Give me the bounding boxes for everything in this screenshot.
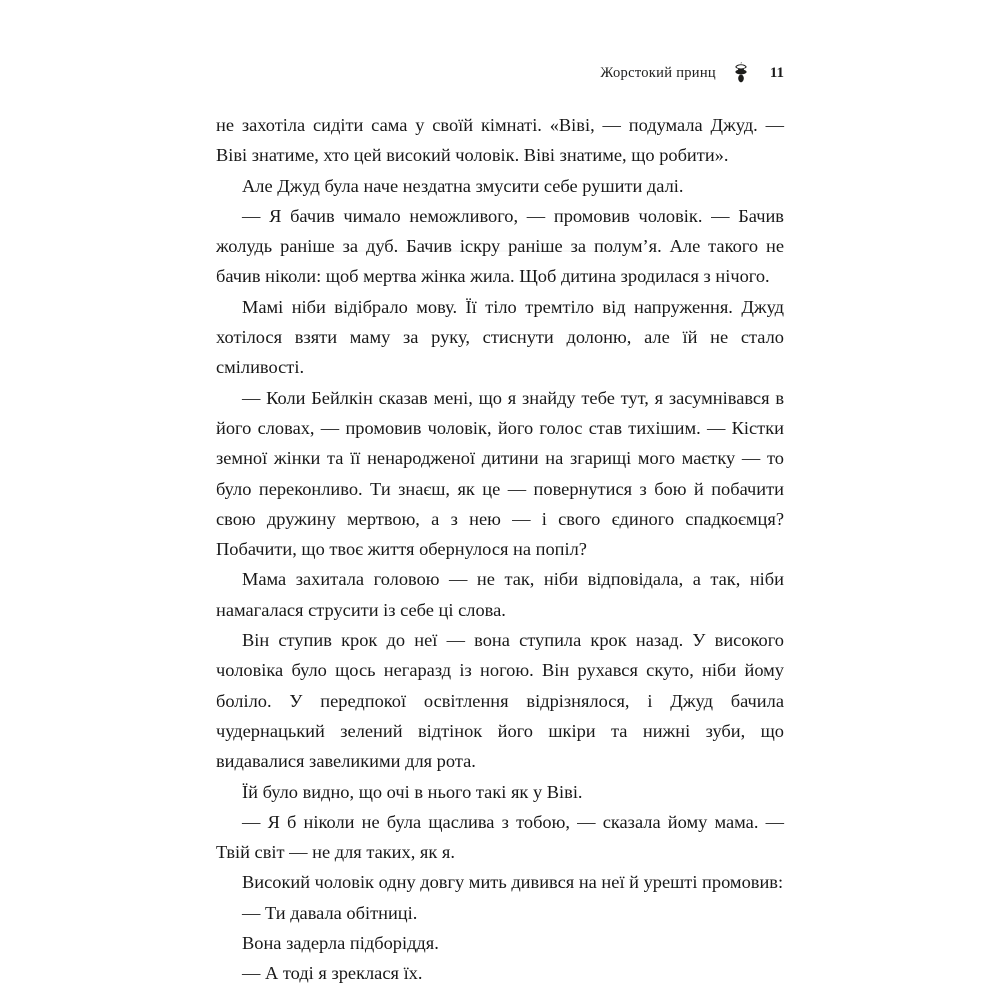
- paragraph: Але Джуд була наче нездатна змусити себе рушити далі.: [242, 175, 684, 196]
- paragraph: не захотіла сидіти сама у своїй кімнаті. «Віві, — подумала Джуд. — Віві знатиме, хто цей високий чоловік. Віві знатиме, що робити».: [216, 115, 784, 166]
- acorn-ornament-icon: [728, 60, 754, 86]
- running-title: Жорстокий принц: [600, 64, 716, 81]
- page-body: [216, 110, 784, 989]
- paragraph: Мамі ніби відібрало мову. Її тіло тремтіло від напруження. Джуд хотілося взяти маму за руку, стиснути долоню, але їй не стало сміливості.: [216, 296, 784, 378]
- paragraph: — Я б ніколи не була щаслива з тобою, — сказала йому мама. — Твій світ — не для таких, як я.: [216, 811, 784, 863]
- paragraph: Високий чоловік одну довгу мить дивився на неї й урешті промовив:: [242, 872, 784, 893]
- paragraph: — А тоді я зреклася їх.: [242, 963, 423, 984]
- paragraph: Їй було видно, що очі в нього такі як у Віві.: [242, 781, 583, 802]
- paragraph: Мама захитала головою — не так, ніби відповідала, а так, ніби намагалася струсити із себе ці слова.: [216, 569, 784, 620]
- page-header: [216, 58, 784, 88]
- page-number: 11: [769, 64, 784, 81]
- paragraph: — Я бачив чимало неможливого, — промовив чоловік. — Бачив жолудь раніше за дуб. Бачив іскру раніше за полум’я. Але такого не бачив ніколи: щоб мертва жінка жила. Щоб дитина зродилася з нічого.: [216, 205, 784, 287]
- paragraph: — Ти давала обітниці.: [242, 902, 418, 923]
- paragraph: Вона задерла підборіддя.: [242, 933, 439, 954]
- paragraph: Він ступив крок до неї — вона ступила крок назад. У високого чоловіка було щось негаразд із ногою. Він рухався скуто, ніби йому боліло. У передпокої освітлення відрізнялося, і Джуд бачила чудернацький зелений відтінок його шкіри та нижні зуби, що видавалися завеликими для рота.: [216, 630, 784, 772]
- paragraph: — Коли Бейлкін сказав мені, що я знайду тебе тут, я засумнівався в його словах, — промовив чоловік, його голос став тихішим. — Кістки земної жінки та її ненародженої дитини на згарищі мого маєтку — то було переконливо. Ти знаєш, як це — повернутися з бою й побачити свою дружину мертвою, а з нею — і свого єдиного спадкоємця? Побачити, що твоє життя обернулося на попіл?: [216, 387, 784, 560]
